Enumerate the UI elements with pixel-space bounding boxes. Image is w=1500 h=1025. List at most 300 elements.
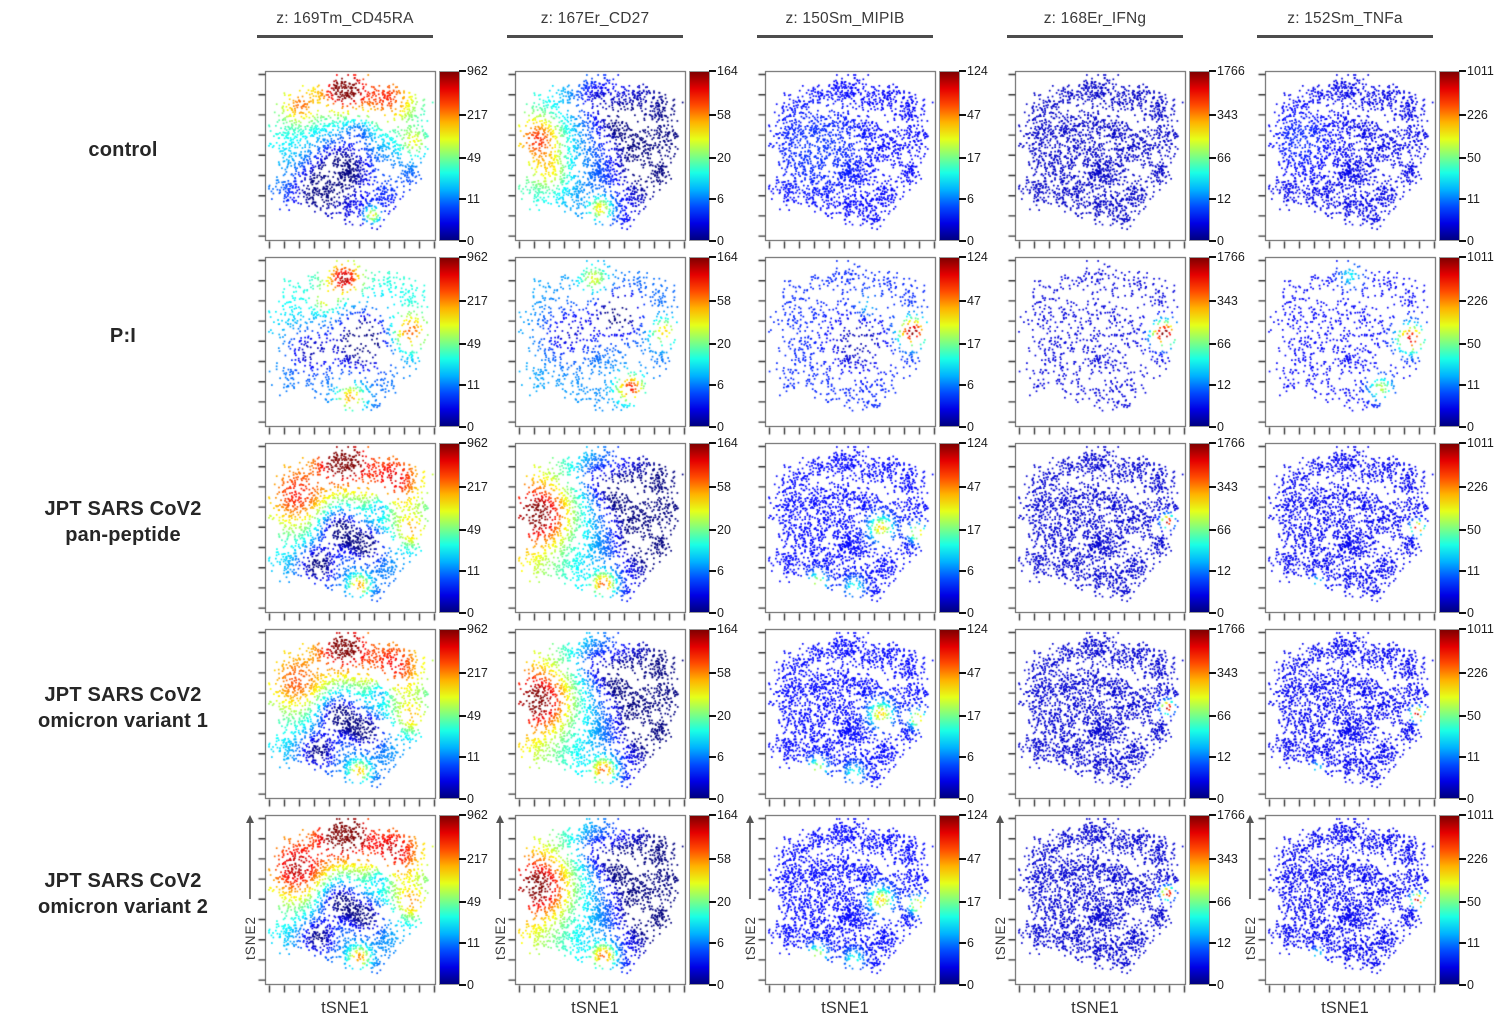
colorbar-tick-mark — [1459, 628, 1466, 630]
colorbar-tick — [1459, 606, 1474, 620]
colorbar-tick-mark — [709, 570, 716, 572]
row-condition-label — [0, 622, 246, 808]
colorbar-tick-mark — [1459, 529, 1466, 531]
colorbar-tick-mark — [459, 814, 466, 816]
tsne-scatter-plot — [1253, 256, 1437, 437]
colorbar-tick-label: 343 — [1217, 852, 1238, 867]
colorbar — [1439, 808, 1494, 992]
y-axis-arrow-head-icon — [746, 815, 754, 823]
tsne-scatter-plot — [753, 814, 937, 995]
colorbar-tick-mark — [709, 715, 716, 717]
tsne-scatter-plot — [1253, 70, 1437, 251]
y-axis-arrow-line — [499, 823, 501, 899]
colorbar-tick-label: 0 — [967, 792, 974, 806]
colorbar-tick — [709, 709, 731, 723]
colorbar-tick — [459, 792, 474, 806]
column-header — [996, 0, 1246, 64]
colorbar-tick-label: 226 — [1467, 294, 1488, 309]
colorbar-tick-label: 962 — [467, 64, 488, 78]
colorbar-gradient — [689, 443, 710, 613]
colorbar-tick-mark — [959, 798, 966, 800]
colorbar-tick — [959, 250, 988, 264]
row-condition-label-line: P:I — [109, 325, 137, 348]
colorbar-tick-mark — [1459, 858, 1466, 860]
colorbar-tick-label: 217 — [467, 294, 488, 309]
colorbar-tick — [459, 378, 480, 392]
tsne-scatter-plot — [503, 256, 687, 437]
tsne-panel — [996, 64, 1246, 250]
colorbar-tick-mark — [1459, 486, 1466, 488]
colorbar-tick — [709, 337, 731, 351]
colorbar-tick-mark — [959, 426, 966, 428]
colorbar-tick-mark — [959, 300, 966, 302]
tsne-scatter-plot — [503, 442, 687, 623]
colorbar-tick-label: 66 — [1217, 894, 1231, 909]
tsne-panel — [493, 808, 746, 994]
colorbar-gradient — [439, 815, 460, 985]
colorbar-tick-label: 1766 — [1217, 808, 1245, 822]
colorbar-tick-label: 6 — [967, 192, 974, 207]
colorbar-tick-mark — [1459, 942, 1466, 944]
tsne-scatter-plot — [1003, 628, 1187, 809]
colorbar-tick — [1209, 436, 1245, 450]
colorbar-tick-label: 66 — [1217, 150, 1231, 165]
tsne-panel — [246, 622, 496, 808]
colorbar-tick-mark — [459, 942, 466, 944]
tsne-scatter-plot — [753, 256, 937, 437]
colorbar-tick-mark — [709, 300, 716, 302]
colorbar-tick — [1459, 250, 1494, 264]
colorbar-tick-mark — [459, 858, 466, 860]
colorbar-tick — [959, 64, 988, 78]
colorbar-tick-mark — [959, 157, 966, 159]
colorbar-tick-mark — [1459, 901, 1466, 903]
colorbar-tick-mark — [709, 114, 716, 116]
colorbar-tick — [459, 250, 488, 264]
colorbar-tick-mark — [959, 858, 966, 860]
colorbar-tick — [1459, 750, 1480, 764]
colorbar-tick — [709, 151, 731, 165]
x-axis-label: tSNE1 — [1071, 999, 1119, 1017]
colorbar-tick-label: 0 — [717, 792, 724, 806]
colorbar-tick — [709, 936, 724, 950]
colorbar-tick — [459, 436, 488, 450]
colorbar-tick-label: 343 — [1217, 294, 1238, 309]
colorbar-tick-mark — [709, 256, 716, 258]
y-axis-arrow-icon — [1246, 815, 1258, 905]
colorbar-tick-label: 0 — [1467, 234, 1474, 248]
colorbar-tick — [459, 234, 474, 248]
colorbar-tick — [709, 606, 724, 620]
colorbar-tick-label: 1011 — [1467, 808, 1494, 822]
colorbar-tick-mark — [1459, 384, 1466, 386]
colorbar-tick-mark — [709, 901, 716, 903]
colorbar-tick — [1209, 294, 1238, 308]
colorbar-tick-label: 1766 — [1217, 64, 1245, 78]
colorbar-tick — [1459, 108, 1488, 122]
colorbar-tick — [1459, 192, 1480, 206]
colorbar-tick-mark — [959, 570, 966, 572]
colorbar-tick-label: 1766 — [1217, 436, 1245, 450]
colorbar-tick-mark — [959, 715, 966, 717]
colorbar-tick-label: 217 — [467, 480, 488, 495]
colorbar-tick-mark — [709, 942, 716, 944]
tsne-scatter-plot — [253, 628, 437, 809]
colorbar-tick-mark — [1209, 672, 1216, 674]
column-header — [1246, 0, 1496, 64]
tsne-panel — [1243, 808, 1496, 994]
tsne-panel — [996, 250, 1246, 436]
colorbar-tick — [459, 606, 474, 620]
colorbar-tick — [959, 936, 974, 950]
colorbar-gradient — [439, 71, 460, 241]
colorbar-tick-label: 49 — [467, 150, 481, 165]
x-axis-label-cell — [496, 994, 746, 1025]
colorbar-tick-label: 1011 — [1467, 622, 1494, 636]
y-axis-arrow-line — [999, 823, 1001, 899]
tsne-panel — [746, 436, 996, 622]
column-header-underline — [1257, 35, 1433, 38]
colorbar-tick-label: 6 — [717, 378, 724, 393]
tsne-scatter-plot — [253, 256, 437, 437]
colorbar-tick-label: 124 — [967, 64, 988, 78]
colorbar-tick-label: 343 — [1217, 480, 1238, 495]
colorbar-gradient — [689, 629, 710, 799]
colorbar-tick-label: 12 — [1217, 378, 1231, 393]
colorbar-tick-mark — [459, 240, 466, 242]
colorbar-tick-mark — [959, 672, 966, 674]
colorbar-tick-label: 11 — [467, 378, 480, 393]
colorbar-tick — [959, 234, 974, 248]
row-condition-label-line: JPT SARS CoV2 — [44, 684, 202, 707]
colorbar-tick-label: 0 — [717, 420, 724, 434]
colorbar-tick — [1459, 852, 1488, 866]
colorbar-tick-mark — [1209, 814, 1216, 816]
colorbar-tick — [959, 420, 974, 434]
column-header — [496, 0, 746, 64]
colorbar-tick-mark — [1459, 442, 1466, 444]
x-axis-label: tSNE1 — [821, 999, 869, 1017]
colorbar-tick — [709, 808, 738, 822]
colorbar-tick — [459, 808, 488, 822]
colorbar-tick-label: 0 — [1217, 978, 1224, 992]
colorbar-tick-mark — [959, 814, 966, 816]
colorbar-tick-label: 47 — [967, 666, 981, 681]
colorbar-tick-label: 12 — [1217, 192, 1231, 207]
colorbar-tick-mark — [709, 858, 716, 860]
colorbar-tick — [1459, 436, 1494, 450]
footer-spacer — [0, 994, 246, 1025]
colorbar-tick-mark — [1209, 715, 1216, 717]
y-axis-arrow-icon — [496, 815, 508, 905]
colorbar-tick — [459, 294, 488, 308]
colorbar-tick-label: 124 — [967, 436, 988, 450]
colorbar-tick — [1209, 978, 1224, 992]
colorbar-gradient — [689, 71, 710, 241]
tsne-scatter-plot — [503, 70, 687, 251]
colorbar-tick-mark — [459, 628, 466, 630]
colorbar-tick — [459, 564, 480, 578]
colorbar-tick — [1209, 250, 1245, 264]
colorbar-tick-label: 6 — [717, 564, 724, 579]
colorbar-tick — [959, 792, 974, 806]
colorbar-tick — [709, 234, 724, 248]
colorbar-tick-mark — [1209, 442, 1216, 444]
row-condition-label-line: JPT SARS CoV2 — [44, 498, 202, 521]
tsne-panel — [743, 808, 996, 994]
colorbar-tick — [459, 622, 488, 636]
colorbar-tick-mark — [459, 198, 466, 200]
colorbar-tick — [959, 709, 981, 723]
colorbar — [1189, 622, 1245, 806]
colorbar — [689, 808, 738, 992]
colorbar-tick-label: 58 — [717, 666, 731, 681]
colorbar-tick — [459, 523, 481, 537]
tsne-scatter-plot — [1253, 442, 1437, 623]
colorbar-tick — [709, 564, 724, 578]
colorbar-tick-mark — [1459, 198, 1466, 200]
colorbar-gradient — [939, 71, 960, 241]
colorbar-tick — [1209, 750, 1231, 764]
colorbar-tick — [959, 978, 974, 992]
colorbar — [1189, 64, 1245, 248]
colorbar-tick-label: 0 — [967, 978, 974, 992]
column-header-underline — [257, 35, 433, 38]
tsne-panel — [246, 250, 496, 436]
colorbar-tick-label: 11 — [1467, 564, 1480, 579]
tsne-scatter-plot — [753, 628, 937, 809]
colorbar-tick — [959, 852, 981, 866]
colorbar-tick-label: 11 — [467, 750, 480, 765]
colorbar-tick — [459, 151, 481, 165]
colorbar-tick-label: 1011 — [1467, 436, 1494, 450]
colorbar-tick — [1209, 666, 1238, 680]
colorbar-tick-mark — [1209, 756, 1216, 758]
colorbar-tick-label: 58 — [717, 480, 731, 495]
tsne-scatter-plot — [753, 70, 937, 251]
colorbar-tick — [1459, 936, 1480, 950]
colorbar-tick — [1209, 108, 1238, 122]
colorbar-tick — [1459, 234, 1474, 248]
colorbar-tick-mark — [1459, 715, 1466, 717]
colorbar-tick-label: 6 — [967, 378, 974, 393]
colorbar-tick-label: 58 — [717, 852, 731, 867]
colorbar-tick — [709, 108, 731, 122]
colorbar-tick-label: 11 — [1467, 750, 1480, 765]
colorbar-tick-mark — [1209, 157, 1216, 159]
colorbar-tick-mark — [1209, 570, 1216, 572]
x-axis-label-cell — [1246, 994, 1496, 1025]
colorbar-tick-label: 124 — [967, 808, 988, 822]
colorbar-tick-mark — [959, 384, 966, 386]
colorbar-tick-mark — [709, 984, 716, 986]
colorbar-tick — [709, 750, 724, 764]
colorbar-tick-label: 1011 — [1467, 64, 1494, 78]
colorbar-tick — [959, 192, 974, 206]
colorbar-tick — [1459, 480, 1488, 494]
colorbar-tick-mark — [1459, 240, 1466, 242]
colorbar-tick-mark — [459, 901, 466, 903]
colorbar-tick-mark — [1209, 612, 1216, 614]
colorbar-tick — [959, 151, 981, 165]
colorbar-gradient — [939, 815, 960, 985]
colorbar-tick-mark — [959, 114, 966, 116]
y-axis-arrow-head-icon — [496, 815, 504, 823]
row-condition-label-line: pan-peptide — [65, 524, 181, 546]
colorbar-gradient — [439, 257, 460, 427]
colorbar-tick-mark — [459, 798, 466, 800]
colorbar-tick-label: 47 — [967, 294, 981, 309]
colorbar-tick — [709, 852, 731, 866]
colorbar — [439, 808, 488, 992]
colorbar-tick-label: 49 — [467, 708, 481, 723]
tsne-panel — [243, 808, 496, 994]
column-header-text: z: 169Tm_CD45RA — [276, 10, 414, 27]
colorbar-tick — [959, 606, 974, 620]
colorbar-tick — [709, 436, 738, 450]
colorbar-tick — [1459, 378, 1480, 392]
colorbar-tick — [709, 420, 724, 434]
colorbar-tick-mark — [709, 798, 716, 800]
colorbar-tick — [459, 192, 480, 206]
colorbar-tick — [1209, 64, 1245, 78]
colorbar-tick-label: 343 — [1217, 108, 1238, 123]
colorbar-tick — [1209, 895, 1231, 909]
colorbar-tick — [459, 750, 480, 764]
colorbar-tick-label: 20 — [717, 894, 731, 909]
colorbar-tick-label: 1766 — [1217, 622, 1245, 636]
colorbar-tick-label: 58 — [717, 108, 731, 123]
row-condition-label-line: control — [88, 139, 158, 162]
colorbar-tick-label: 962 — [467, 808, 488, 822]
tsne-panel — [993, 808, 1246, 994]
colorbar-tick-mark — [959, 70, 966, 72]
colorbar-tick-mark — [459, 715, 466, 717]
colorbar-tick-label: 0 — [967, 234, 974, 248]
colorbar-tick-label: 0 — [717, 234, 724, 248]
colorbar-tick-mark — [459, 426, 466, 428]
colorbar-gradient — [1439, 815, 1460, 985]
colorbar-tick-label: 226 — [1467, 108, 1488, 123]
colorbar-tick-mark — [709, 672, 716, 674]
colorbar — [1439, 436, 1494, 620]
colorbar-tick-mark — [709, 529, 716, 531]
colorbar-tick-label: 0 — [467, 606, 474, 620]
colorbar-tick — [1459, 523, 1481, 537]
y-axis-arrow-icon — [996, 815, 1008, 905]
colorbar-tick-label: 1766 — [1217, 250, 1245, 264]
colorbar-tick — [709, 978, 724, 992]
colorbar-tick-mark — [709, 343, 716, 345]
colorbar — [439, 250, 488, 434]
colorbar-tick-mark — [959, 343, 966, 345]
colorbar-tick-mark — [459, 70, 466, 72]
colorbar-tick — [459, 978, 474, 992]
colorbar-tick — [1459, 808, 1494, 822]
colorbar — [1189, 250, 1245, 434]
row-condition-label-line: omicron variant 1 — [37, 710, 209, 732]
colorbar-gradient — [1189, 629, 1210, 799]
colorbar-tick-mark — [1209, 529, 1216, 531]
colorbar-tick-mark — [1459, 157, 1466, 159]
colorbar-tick — [1459, 151, 1481, 165]
colorbar — [939, 436, 988, 620]
tsne-panel — [496, 250, 746, 436]
colorbar-tick-mark — [959, 256, 966, 258]
colorbar-tick-mark — [959, 756, 966, 758]
colorbar-tick-label: 962 — [467, 250, 488, 264]
colorbar-tick-mark — [1209, 343, 1216, 345]
colorbar-tick-mark — [459, 343, 466, 345]
colorbar-tick-label: 47 — [967, 852, 981, 867]
colorbar — [439, 436, 488, 620]
colorbar-tick-mark — [709, 628, 716, 630]
colorbar-tick-label: 47 — [967, 108, 981, 123]
colorbar-tick-mark — [1209, 486, 1216, 488]
colorbar-tick-label: 0 — [1217, 420, 1224, 434]
row-condition-label — [0, 808, 246, 994]
colorbar-tick-label: 164 — [717, 622, 738, 636]
colorbar-tick — [1209, 709, 1231, 723]
tsne-scatter-plot — [1003, 442, 1187, 623]
colorbar-tick-label: 6 — [717, 750, 724, 765]
colorbar-tick-mark — [459, 157, 466, 159]
colorbar-tick-mark — [1459, 426, 1466, 428]
colorbar-tick-label: 124 — [967, 622, 988, 636]
colorbar-tick-mark — [1209, 256, 1216, 258]
column-header-underline — [507, 35, 683, 38]
colorbar-tick — [959, 564, 974, 578]
tsne-scatter-plot — [253, 70, 437, 251]
tsne-panel — [246, 436, 496, 622]
colorbar-tick-mark — [459, 756, 466, 758]
colorbar — [939, 622, 988, 806]
colorbar-tick-label: 0 — [717, 606, 724, 620]
tsne-panel — [496, 64, 746, 250]
colorbar-tick-mark — [1209, 300, 1216, 302]
y-axis-arrow-line — [1249, 823, 1251, 899]
colorbar — [439, 64, 488, 248]
y-axis-arrow-head-icon — [246, 815, 254, 823]
tsne-scatter-plot — [253, 442, 437, 623]
colorbar-tick — [959, 808, 988, 822]
colorbar-tick-mark — [1459, 984, 1466, 986]
colorbar-tick — [959, 294, 981, 308]
y-axis-arrow-icon — [246, 815, 258, 905]
colorbar-tick-label: 47 — [967, 480, 981, 495]
colorbar-tick-label: 50 — [1467, 336, 1481, 351]
tsne-panel — [1246, 250, 1496, 436]
x-axis-label-cell — [246, 994, 496, 1025]
colorbar-tick — [709, 895, 731, 909]
colorbar-tick — [959, 436, 988, 450]
y-axis-arrow-line — [749, 823, 751, 899]
colorbar-tick-mark — [459, 486, 466, 488]
colorbar-tick-label: 343 — [1217, 666, 1238, 681]
y-axis-arrow-head-icon — [1246, 815, 1254, 823]
tsne-scatter-plot — [753, 442, 937, 623]
colorbar-tick — [709, 622, 738, 636]
colorbar-tick — [709, 294, 731, 308]
colorbar-tick-mark — [959, 901, 966, 903]
colorbar-tick-label: 11 — [1467, 378, 1480, 393]
colorbar-tick — [1209, 420, 1224, 434]
colorbar-tick-mark — [959, 486, 966, 488]
colorbar-tick — [1459, 666, 1488, 680]
colorbar-tick — [1209, 480, 1238, 494]
colorbar-tick-mark — [1459, 300, 1466, 302]
colorbar-tick-label: 49 — [467, 522, 481, 537]
